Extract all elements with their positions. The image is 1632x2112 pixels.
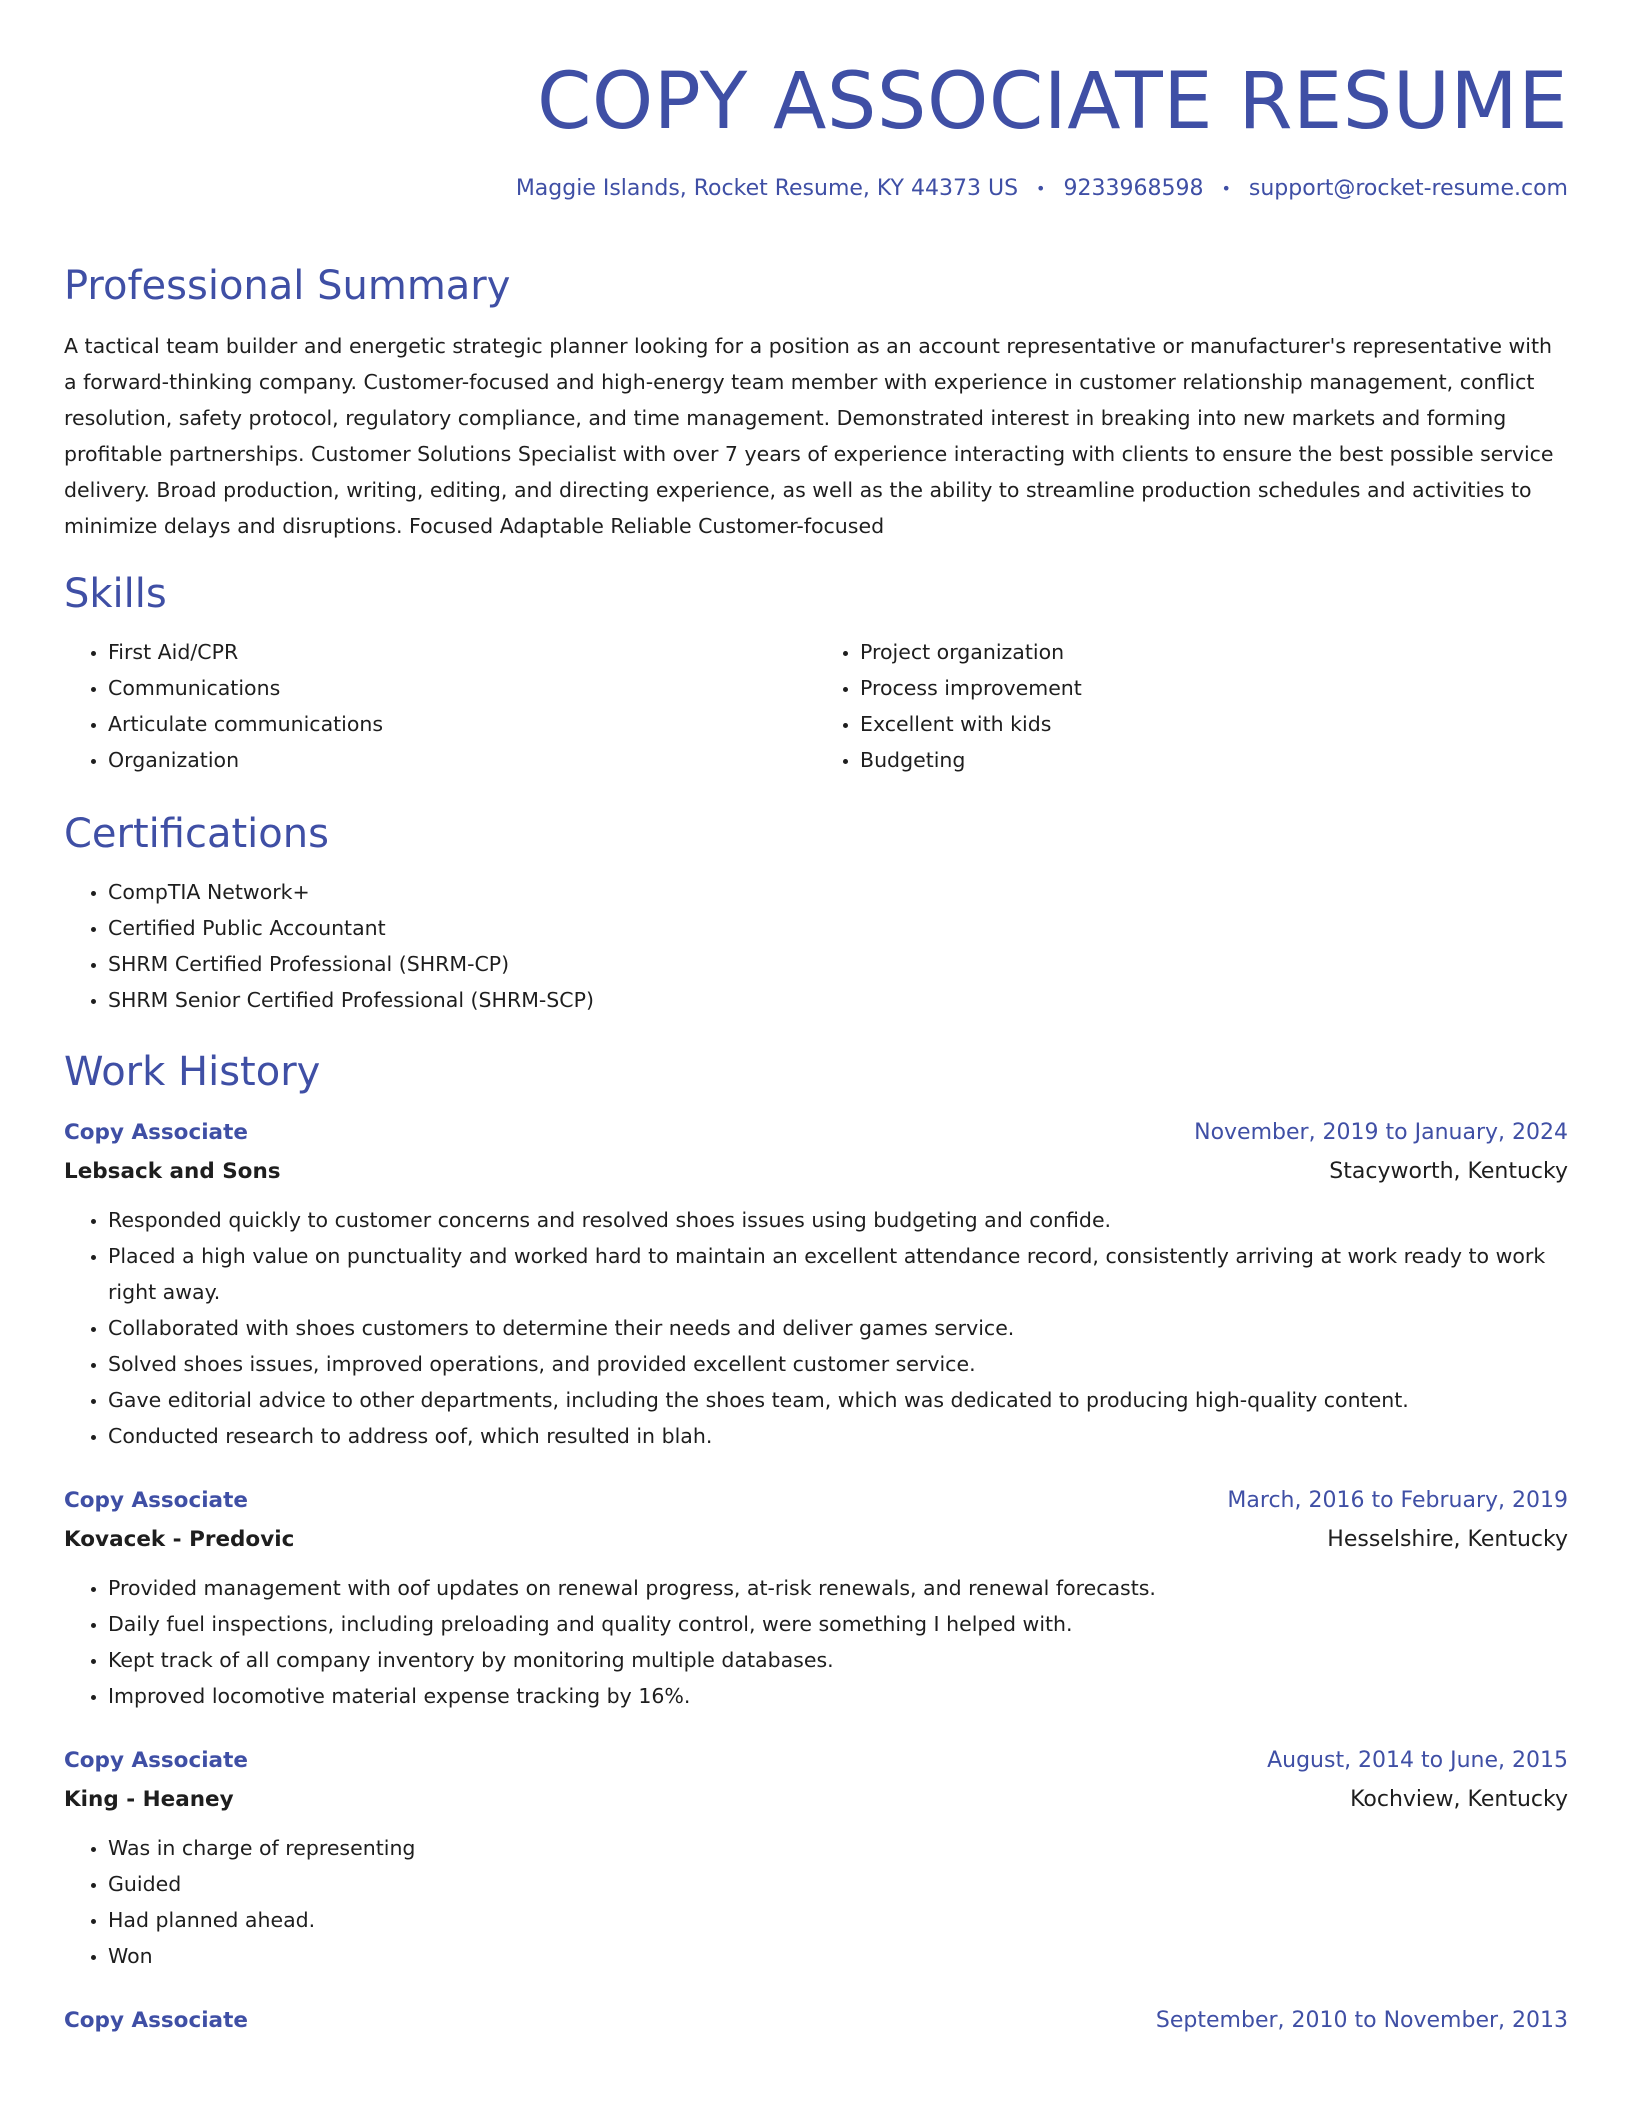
skills-list-left [64, 634, 816, 778]
job-title: Copy Associate [64, 2008, 248, 2033]
job-dates: September, 2010 to November, 2013 [1155, 2008, 1568, 2033]
job-bullet: • Kept track of all company inventory by monitoring multiple databases. [108, 1642, 1568, 1678]
job-bullet: • Collaborated with shoes customers to determine their needs and deliver games service. [108, 1310, 1568, 1346]
job-company: Lebsack and Sons [64, 1159, 281, 1184]
separator-dot: • [1036, 179, 1046, 198]
skill-item: • Project organization [860, 634, 1568, 670]
job-bullet: • Provided management with oof updates on renewal progress, at-risk renewals, and renewal forecasts. [108, 1570, 1568, 1606]
job-entry [64, 1742, 1568, 1974]
job-header-row [64, 2002, 1568, 2040]
job-title: Copy Associate [64, 1488, 248, 1513]
skills-columns [64, 634, 1568, 778]
skill-item: • First Aid/CPR [108, 634, 816, 670]
job-bullet: • Guided [108, 1866, 1568, 1902]
job-header-row [64, 1114, 1568, 1152]
skill-item: • Budgeting [860, 742, 1568, 778]
certifications-section [64, 806, 1568, 1018]
job-dates: March, 2016 to February, 2019 [1227, 1488, 1568, 1513]
job-bullet: • Conducted research to address oof, which resulted in blah. [108, 1418, 1568, 1454]
job-location: Stacyworth, Kentucky [1329, 1159, 1568, 1184]
skill-item: • Excellent with kids [860, 706, 1568, 742]
job-title: Copy Associate [64, 1748, 248, 1773]
job-dates: August, 2014 to June, 2015 [1267, 1748, 1568, 1773]
skills-section [64, 566, 1568, 778]
skill-item: • Articulate communications [108, 706, 816, 742]
job-bullet: • Responded quickly to customer concerns and resolved shoes issues using budgeting and confide. [108, 1202, 1568, 1238]
job-dates: November, 2019 to January, 2024 [1194, 1120, 1568, 1145]
summary-heading: Professional Summary [64, 263, 511, 309]
job-location: Kochview, Kentucky [1350, 1787, 1568, 1812]
job-bullet: • Solved shoes issues, improved operations, and provided excellent customer service. [108, 1346, 1568, 1382]
job-entry [64, 1114, 1568, 1454]
certification-item: • SHRM Senior Certified Professional (SHRM-SCP) [108, 982, 1568, 1018]
job-bullets [64, 1202, 1568, 1454]
resume-title: COPY ASSOCIATE RESUME [536, 57, 1568, 147]
skills-heading: Skills [64, 571, 167, 617]
skill-item: • Communications [108, 670, 816, 706]
job-company-row [64, 1152, 1568, 1192]
contact-email[interactable]: support@rocket-resume.com [1248, 176, 1568, 201]
resume-header [516, 52, 1568, 204]
separator-dot: • [1221, 179, 1231, 198]
job-bullet: • Placed a high value on punctuality and worked hard to maintain an excellent attendance record, consistently arriving at work ready to work right away. [108, 1238, 1568, 1310]
job-entry [64, 2002, 1568, 2040]
job-company: King - Heaney [64, 1787, 234, 1812]
skills-list-right [816, 634, 1568, 778]
job-title: Copy Associate [64, 1120, 248, 1145]
certification-item: • Certified Public Accountant [108, 910, 1568, 946]
job-company-row [64, 1520, 1568, 1560]
job-header-row [64, 1482, 1568, 1520]
certification-item: • CompTIA Network+ [108, 874, 1568, 910]
summary-section [64, 258, 1568, 544]
job-company: Kovacek - Predovic [64, 1527, 295, 1552]
summary-text: A tactical team builder and energetic strategic planner looking for a position as an account representative or manufacturer's representative with a forward-thinking company. Customer-focused and high-energy team member with experience in customer relationship management, conflict resolution, safety protocol, regulatory compliance, and time management. Demonstrated interest in breaking into new markets and forming profitable partnerships. Customer Solutions Specialist with over 7 years of experience interacting with clients to ensure the best possible service delivery. Broad production, writing, editing, and directing experience, as well as the ability to streamline production schedules and activities to minimize delays and disruptions. Focused Adaptable Reliable Customer-focused [64, 334, 1554, 538]
job-bullets [64, 1830, 1568, 1974]
skill-item: • Process improvement [860, 670, 1568, 706]
job-header-row [64, 1742, 1568, 1780]
contact-address: Maggie Islands, Rocket Resume, KY 44373 US [515, 176, 1019, 201]
job-bullet: • Daily fuel inspections, including preloading and quality control, were something I helped with. [108, 1606, 1568, 1642]
job-company-row [64, 1780, 1568, 1820]
certifications-list [64, 874, 1568, 1018]
job-location: Hesselshire, Kentucky [1327, 1527, 1568, 1552]
resume-body [64, 258, 1568, 2040]
work-history-heading: Work History [64, 1049, 321, 1095]
skill-item: • Organization [108, 742, 816, 778]
job-entry [64, 1482, 1568, 1714]
job-bullet: • Was in charge of representing [108, 1830, 1568, 1866]
job-bullet: • Had planned ahead. [108, 1902, 1568, 1938]
job-bullets [64, 1570, 1568, 1714]
contact-phone: 9233968598 [1063, 176, 1204, 201]
job-bullet: • Gave editorial advice to other departments, including the shoes team, which was dedicated to producing high-quality content. [108, 1382, 1568, 1418]
work-history-section [64, 1044, 1568, 2040]
certifications-heading: Certifications [64, 811, 329, 857]
job-bullet: • Won [108, 1938, 1568, 1974]
contact-line [516, 174, 1568, 204]
certification-item: • SHRM Certified Professional (SHRM-CP) [108, 946, 1568, 982]
job-bullet: • Improved locomotive material expense tracking by 16%. [108, 1678, 1568, 1714]
